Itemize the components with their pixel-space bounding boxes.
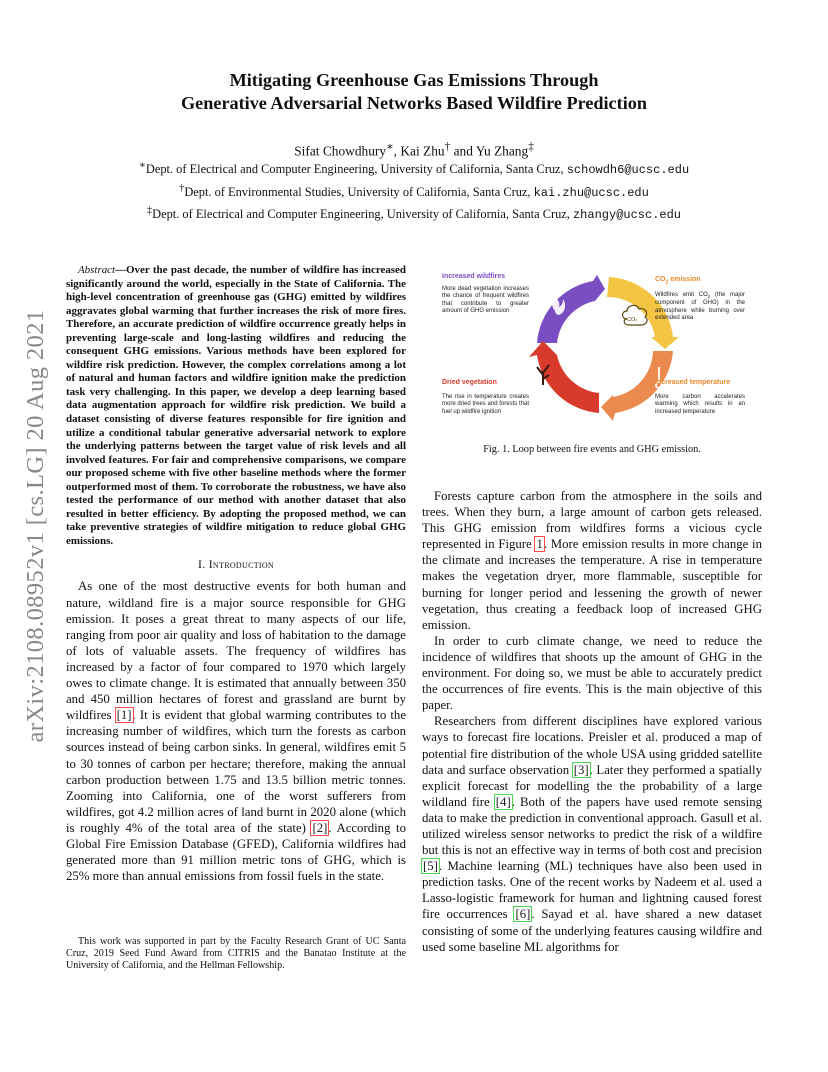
section-heading-introduction	[66, 557, 406, 572]
arxiv-stamp-text: arXiv:2108.08952v1 [cs.LG] 20 Aug 2021	[22, 309, 49, 743]
co2-title-sub: 2	[665, 279, 669, 286]
intro-p1-text-3: . According to Global Fire Emission Database (GFED), California wildfires had generated more than 91 million metric tons of GHG, which is 25% more than annual emissions from fossil fuels in the state.	[66, 820, 406, 884]
co2-title-post: emission	[668, 276, 701, 283]
right-p3-text-4: . Machine learning (ML) techniques have also been used in prediction tasks. One of the recent works by Nadeem et al. used a Lasso-logistic framework for human and lightning caused forest fire occurrences	[422, 859, 762, 922]
abstract-text: —Over the past decade, the number of wildfire has increased significantly around the world, especially in the State of California. The high-level concentration of greenhouse gas (GHG) emitted by wildfires aggravates global warming that further increases the risk of more fires. Therefore, an accurate prediction of wildfire occurrence greatly helps in preventing large-scale and long-lasting wildfires and reducing the consequent GHG emissions. Various methods have been explored for wildfire risk prediction. However, the complex correlations among a lot of natural and human factors and wildfire ignition make the prediction task very challenging. In this paper, we develop a deep learning based data augmentation approach for wildfire risk prediction. We build a dataset consisting of diverse features responsible for fire ignition and utilize a conditional tabular generative adversarial network to explore the underlying patterns between the target value of risk levels and all involved features. For fair and comprehensive comparisons, we compare our proposed scheme with five other baseline methods where the former outperformed most of them. To corroborate the robustness, we have also tested the performance of our method with another dataset that also resulted in better efficiency. By adopting the proposed method, we can take preventive strategies of wildfire mitigation to reduce global GHG emissions.	[66, 264, 406, 547]
affiliation-3-email[interactable]: zhangy@ucsc.edu	[572, 208, 682, 223]
affiliation-2-text: Dept. of Environmental Studies, University of California, Santa Cruz,	[184, 184, 534, 199]
co2-title-pre: CO	[655, 276, 666, 283]
title-line-2: Generative Adversarial Networks Based Wildfire Prediction	[181, 93, 647, 113]
author-1-mark: ∗	[386, 141, 394, 153]
author-sep-2: and	[450, 143, 476, 159]
abstract	[66, 264, 406, 548]
intro-paragraph-1	[66, 578, 406, 884]
text-co2-emission	[655, 292, 745, 322]
citation-link-3[interactable]: [3]	[573, 762, 589, 777]
right-p3-text-3: . Both of the papers have used remote sensing data to make the prediction in conventional approach. Gasull et al. utilized wireless sensor networks to predict the risk of a wildfire but this is not an effective way in terms of both cost and precision	[422, 794, 762, 858]
co2-text-post: (the major component of GHG) in the atmosphere while burning over extended area	[655, 292, 745, 322]
author-3-mark: ‡	[528, 141, 534, 153]
label-increased-temperature: Increased temperature	[655, 379, 731, 386]
affiliation-2	[0, 180, 828, 203]
text-dried-vegetation: The rise in temperature creates more dried trees and forests that fuel up wildfire ignition	[442, 394, 529, 415]
figure-1	[437, 267, 767, 429]
citation-link-4[interactable]: [4]	[495, 794, 511, 809]
label-dried-vegetation: Dried vegetation	[442, 379, 497, 386]
right-p3-text-5: . Sayad et al. have shared a new dataset consisting of some of the underlying features causing wildfire and used some baseline ML algorithms for	[422, 907, 762, 954]
affiliation-1-text: Dept. of Electrical and Computer Engineering, University of California, Santa Cruz,	[145, 162, 567, 177]
right-paragraph-2: In order to curb climate change, we need to reduce the incidence of wildfires that shoots up the amount of GHG in the environment. For doing so, we must be able to accurately predict the occurrences of fire events. This is the main objective of this paper.	[422, 633, 762, 713]
author-2-mark: †	[444, 141, 451, 153]
affiliation-2-email[interactable]: kai.zhu@ucsc.edu	[533, 185, 649, 200]
citation-link-5[interactable]: [5]	[423, 859, 438, 874]
citation-link-1[interactable]: [1]	[116, 708, 132, 723]
affiliation-3-text: Dept. of Electrical and Computer Engineering, University of California, Santa Cruz,	[152, 207, 573, 222]
affiliation-1	[0, 157, 828, 180]
affiliation-2-mark: †	[179, 182, 185, 194]
label-co2-emission	[655, 276, 701, 285]
right-p1-text-2: . More emission results in more change in the climate and increases the temperature. A rise in temperature makes the vegetation dryer, more flammable, susceptible for burning for longer period and lessening the growth of newer vegetation, thus creating a feedback loop of increased GHG emission.	[422, 537, 762, 632]
section-name: Introduction	[208, 557, 275, 572]
arc-increased-wildfires	[537, 275, 605, 343]
right-p1-text-1: Forests capture carbon from the atmosphere in the soils and trees. When they burn, a large amount of carbon gets released. This GHG emission from wildfires forms a vicious cycle represented in Figure	[422, 489, 762, 552]
label-increased-wildfires: Increased wildfires	[442, 273, 506, 280]
affiliation-1-email[interactable]: schowdh6@ucsc.edu	[566, 163, 690, 178]
author-sep-1: ,	[393, 143, 401, 159]
citation-link-2[interactable]: [2]	[312, 820, 328, 835]
abstract-label: Abstract	[78, 264, 116, 276]
right-p3-text-1: Researchers from different disciplines have explored various ways to forecast fire locations. Preisler et al. produced a map of potential fire distribution of the whole USA using gridded satellite data and surface observation	[422, 714, 762, 777]
arc-dried-vegetation	[529, 341, 599, 413]
author-2: Kai Zhu	[400, 143, 445, 159]
funding-footnote: This work was supported in part by the Faculty Research Grant of UC Santa Cruz, 2019 Seed Fund Award from CITRIS and the Banatao Institute at the University of California, and the Hellman Fellowship.	[66, 936, 406, 972]
author-3: Yu Zhang	[475, 143, 529, 159]
figure-1-caption: Fig. 1. Loop between fire events and GHG emission.	[483, 444, 701, 455]
title-line-1: Mitigating Greenhouse Gas Emissions Through	[229, 70, 599, 90]
intro-p1-text-1: As one of the most destructive events for both human and nature, wildland fire is a major source responsible for GHG emission. It poses a great threat to many aspects of our life, ranging from poor air quality and loss of habitation to the damage of lots of valuable assets. The frequency of wildfires has increased by a factor of four compared to 1970 which largely owes to climate change. It is estimated that annually between 350 and 450 million hectares of forest and grassland are burnt by wildfires	[66, 579, 406, 723]
affiliation-1-mark: ∗	[138, 160, 146, 171]
paper-title	[0, 69, 828, 115]
author-1: Sifat Chowdhury	[294, 143, 387, 159]
text-increased-temperature: More carbon accelerates warming which results in an increased temperature	[655, 394, 745, 415]
figure-ref-link[interactable]: 1	[536, 537, 543, 552]
co2-cloud-label: CO₂	[627, 317, 638, 323]
intro-p1-text-2: . It is evident that global warming contributes to the increasing number of wildfires, which turn the forests as carbon sources instead of being carbon sinks. In general, wildfires emit 5 to 30 tonnes of carbon per hectare; therefore, making the annual carbon production between 1.75 and 13.5 billion metric tonnes. Zooming into California, one of the worst sufferers from wildfires, got 4.2 million acres of land burnt in 2020 alone (which is roughly 4% of the total area of the state)	[66, 708, 406, 835]
right-column	[422, 488, 762, 955]
right-p3-text-2: . Later they performed a spatially explicit forecast for modelling the the probability of a large wildland fire	[422, 762, 763, 809]
co2-text-pre: Wildfires emit CO	[655, 292, 708, 298]
right-paragraph-1	[422, 488, 762, 633]
citation-link-6[interactable]: [6]	[515, 907, 531, 922]
right-paragraph-3	[422, 713, 762, 954]
section-numeral: I.	[197, 557, 209, 572]
affiliations	[0, 157, 828, 225]
text-increased-wildfires: More dead vegetation increases the chance of frequent wildfires that contribute to greater amount of GHG emission	[442, 286, 529, 314]
affiliation-3-mark: ‡	[146, 205, 153, 217]
left-column	[66, 264, 406, 884]
affiliation-3	[0, 202, 828, 225]
co2-text-sub: 2	[707, 294, 711, 300]
